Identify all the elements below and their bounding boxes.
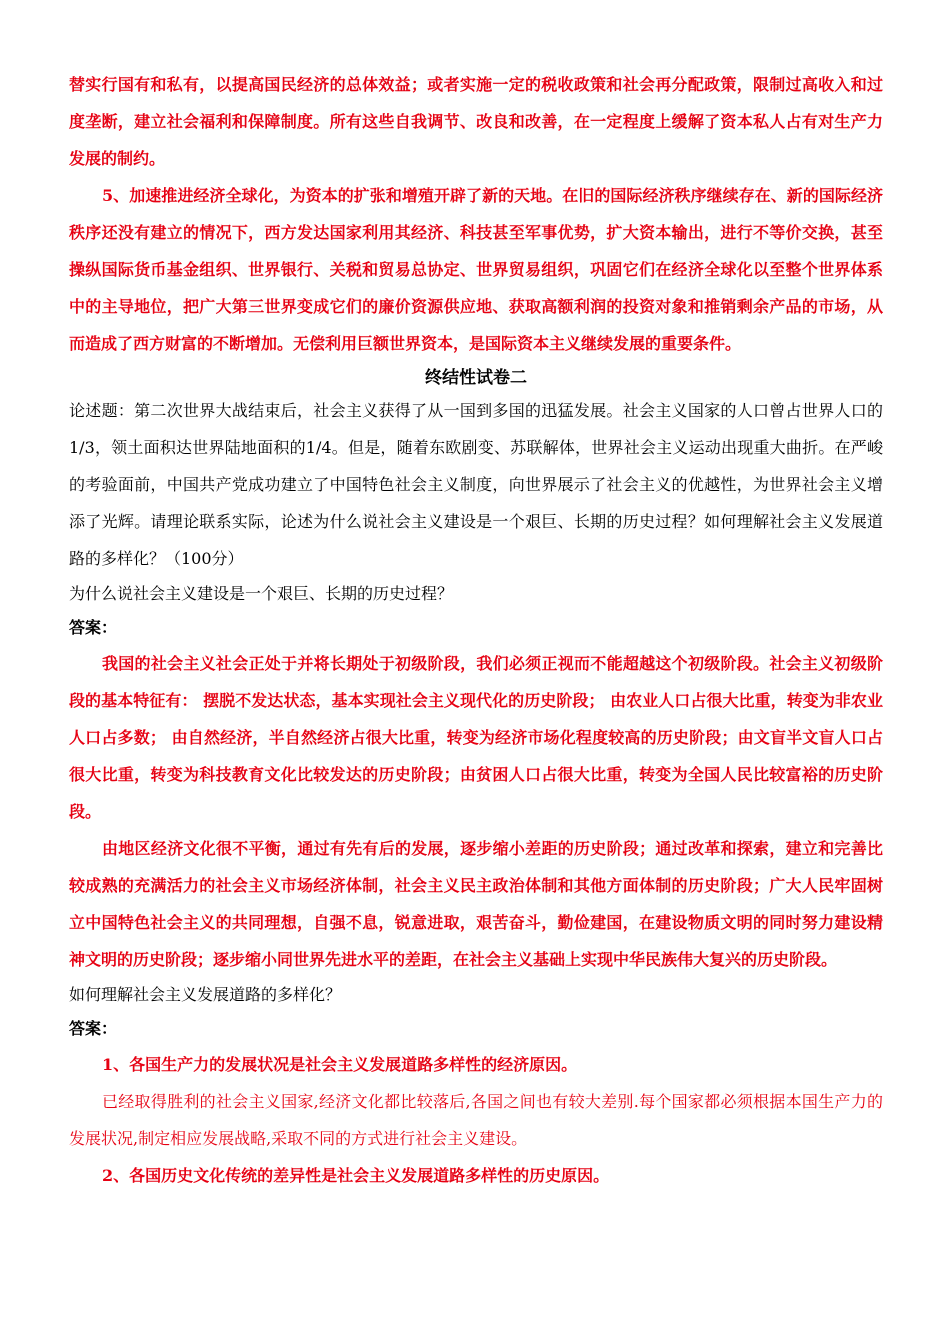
intro-paragraph: 替实行国有和私有，以提高国民经济的总体效益；或者实施一定的税收政策和社会再分配政策，限制过高收入和过度垄断，建立社会福利和保障制度。所有这些自我调节、改良和改善，在一定程度上缓解了资本私人占有对生产力发展的制约。 bbox=[69, 75, 883, 168]
answer-2-point-1-detail: 已经取得胜利的社会主义国家,经济文化都比较落后,各国之间也有较大差别.每个国家都必须根据本国生产力的发展状况,制定相应发展战略,采取不同的方式进行社会主义建设。 bbox=[69, 1092, 883, 1148]
answer-2-point-1: 1、各国生产力的发展状况是社会主义发展道路多样性的经济原因。 bbox=[102, 1055, 578, 1074]
point-5-paragraph: 5、加速推进经济全球化，为资本的扩张和增殖开辟了新的天地。在旧的国际经济秩序继续存在、新的国际经济秩序还没有建立的情况下，西方发达国家利用其经济、科技甚至军事优势，扩大资本输出，进行不等价交换，甚至操纵国际货币基金组织、世界银行、关税和贸易总协定、世界贸易组织，巩固它们在经济全球化以至整个世界体系中的主导地位，把广大第三世界变成它们的廉价资源供应地、获取高额利润的投资对象和推销剩余产品的市场，从而造成了西方财富的不断增加。无偿利用巨额世界资本，是国际资本主义继续发展的重要条件。 bbox=[69, 186, 883, 353]
sub-question-2: 如何理解社会主义发展道路的多样化？ bbox=[69, 985, 342, 1004]
answer-label-1: 答案： bbox=[69, 618, 118, 637]
answer-1-paragraph-2: 由地区经济文化很不平衡，通过有先有后的发展，逐步缩小差距的历史阶段；通过改革和探索，建立和完善比较成熟的充满活力的社会主义市场经济体制，社会主义民主政治体制和其他方面体制的历史阶段；广大人民牢固树立中国特色社会主义的共同理想，自强不息，锐意进取，艰苦奋斗，勤俭建国，在建设物质文明的同时努力建设精神文明的历史阶段；逐步缩小同世界先进水平的差距，在社会主义基础上实现中华民族伟大复兴的历史阶段。 bbox=[69, 839, 883, 969]
document-page bbox=[69, 66, 883, 1194]
answer-1-paragraph-1: 我国的社会主义社会正处于并将长期处于初级阶段，我们必须正视而不能超越这个初级阶段。社会主义初级阶段的基本特征有： 摆脱不发达状态，基本实现社会主义现代化的历史阶段； 由农业人口占很大比重，转变为非农业人口占多数； 由自然经济，半自然经济占很大比重，转变为经济市场化程度较高的历史阶段；由文盲半文盲人口占很大比重，转变为科技教育文化比较发达的历史阶段；由贫困人口占很大比重，转变为全国人民比较富裕的历史阶段。 bbox=[69, 654, 883, 821]
essay-question: 论述题：第二次世界大战结束后，社会主义获得了从一国到多国的迅猛发展。社会主义国家的人口曾占世界人口的1/3，领土面积达世界陆地面积的1/4。但是，随着东欧剧变、苏联解体，世界社会主义运动出现重大曲折。在严峻的考验面前，中国共产党成功建立了中国特色社会主义制度，向世界展示了社会主义的优越性，为世界社会主义增添了光辉。请理论联系实际，论述为什么说社会主义建设是一个艰巨、长期的历史过程？如何理解社会主义发展道路的多样化？（100分） bbox=[69, 401, 883, 568]
answer-2-point-2: 2、各国历史文化传统的差异性是社会主义发展道路多样性的历史原因。 bbox=[102, 1166, 610, 1185]
sub-question-1: 为什么说社会主义建设是一个艰巨、长期的历史过程？ bbox=[69, 584, 454, 603]
answer-label-2: 答案： bbox=[69, 1019, 118, 1038]
section-title: 终结性试卷二 bbox=[425, 368, 527, 388]
